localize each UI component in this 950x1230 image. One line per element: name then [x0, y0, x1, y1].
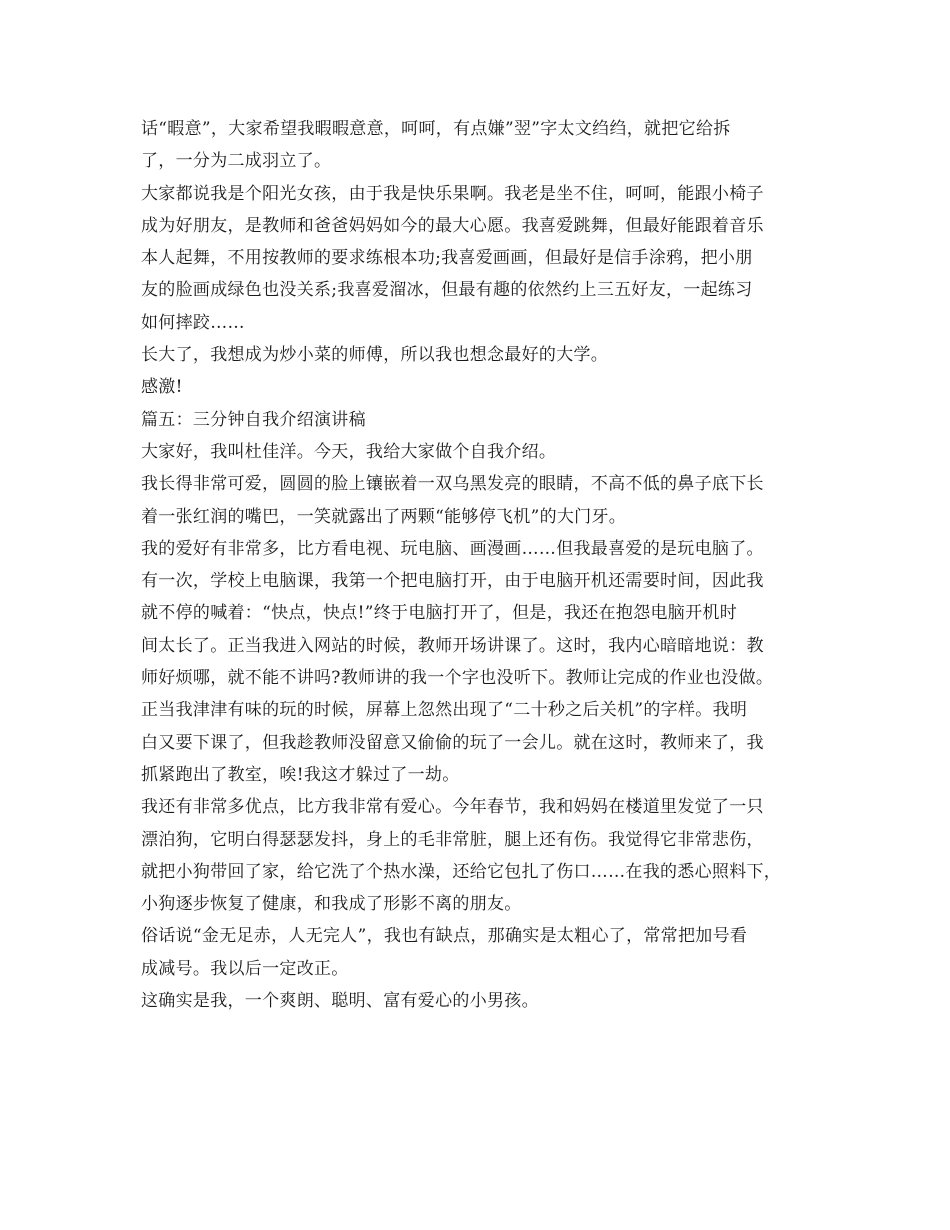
text-line: 我的爱好有非常多，比方看电视、玩电脑、画漫画……但我最喜爱的是玩电脑了。	[141, 538, 764, 559]
text-line: 白又要下课了，但我趁教师没留意又偷偷的玩了一会儿。就在这时，教师来了，我	[141, 732, 764, 753]
text-line: 有一次，学校上电脑课，我第一个把电脑打开，由于电脑开机还需要时间，因此我	[141, 571, 764, 592]
text-line: 小狗逐步恢复了健康，和我成了形影不离的朋友。	[141, 894, 522, 915]
text-line: 成为好朋友，是教师和爸爸妈妈如今的最大心愿。我喜爱跳舞，但最好能跟着音乐	[141, 215, 764, 236]
document-body	[141, 113, 821, 1017]
text-line: 了，一分为二成羽立了。	[141, 151, 332, 172]
text-line: 就不停的喊着：“快点，快点!”终于电脑打开了，但是，我还在抱怨电脑开机时	[141, 603, 738, 624]
text-line: 俗话说“金无足赤，人无完人”，我也有缺点，那确实是太粗心了，常常把加号看	[141, 926, 748, 947]
text-line: 着一张红润的嘴巴，一笑就露出了两颗“能够停飞机”的大门牙。	[141, 506, 627, 527]
text-line: 大家好，我叫杜佳洋。今天，我给大家做个自我介绍。	[141, 441, 557, 462]
text-line: 成减号。我以后一定改正。	[141, 958, 349, 979]
text-line: 长大了，我想成为炒小菜的师傅，所以我也想念最好的大学。	[141, 345, 609, 366]
text-line: 篇五：三分钟自我介绍演讲稿	[141, 409, 366, 430]
text-line: 我长得非常可爱，圆圆的脸上镶嵌着一双乌黑发亮的眼睛，不高不低的鼻子底下长	[141, 474, 764, 495]
text-line: 师好烦哪，就不能不讲吗?教师讲的我一个字也没听下。教师让完成的作业也没做。	[141, 668, 774, 689]
text-line: 感激!	[141, 377, 183, 398]
text-line: 间太长了。正当我进入网站的时候，教师开场讲课了。这时，我内心暗暗地说：教	[141, 635, 764, 656]
text-line: 正当我津津有味的玩的时候，屏幕上忽然出现了“二十秒之后关机”的字样。我明	[141, 700, 748, 721]
text-line: 就把小狗带回了家，给它洗了个热水澡，还给它包扎了伤口……在我的悉心照料下，	[141, 861, 782, 882]
text-line: 这确实是我，一个爽朗、聪明、富有爱心的小男孩。	[141, 991, 539, 1012]
text-line: 如何摔跤……	[141, 312, 245, 333]
text-line: 友的脸画成绿色也没关系;我喜爱溜冰，但最有趣的依然约上三五好友，一起练习	[141, 280, 753, 301]
text-line: 我还有非常多优点，比方我非常有爱心。今年春节，我和妈妈在楼道里发觉了一只	[141, 797, 764, 818]
text-line: 抓紧跑出了教室，唉!我这才躲过了一劫。	[141, 764, 460, 785]
text-line: 本人起舞，不用按教师的要求练根本功;我喜爱画画，但最好是信手涂鸦，把小朋	[141, 248, 753, 269]
text-line: 大家都说我是个阳光女孩，由于我是快乐果啊。我老是坐不住，呵呵，能跟小椅子	[141, 183, 764, 204]
text-line: 话“暇意”，大家希望我暇暇意意，呵呵，有点嫌”翌”字太文绉绉，就把它给拆	[141, 119, 731, 139]
text-line: 漂泊狗，它明白得瑟瑟发抖，身上的毛非常脏，腿上还有伤。我觉得它非常悲伤，	[141, 829, 764, 850]
